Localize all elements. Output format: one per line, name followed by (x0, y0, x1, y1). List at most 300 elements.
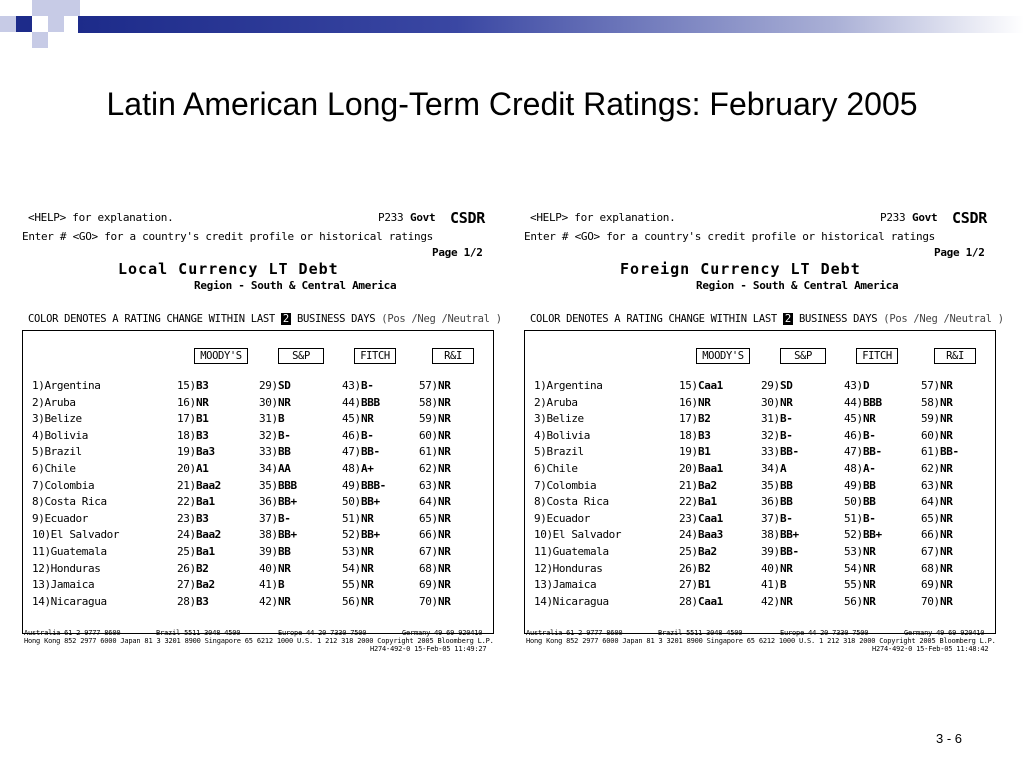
ri-rating: NR (438, 462, 451, 475)
ri-rating: NR (438, 561, 451, 575)
fitch-rating: A- (863, 462, 876, 475)
moodys-index: 15) (679, 379, 698, 392)
sp-index: 40) (761, 561, 780, 575)
footer-europe: Europe 44 20 7330 7500 (780, 629, 869, 637)
moodys-index: 23) (177, 511, 196, 525)
country-label: 3)Belize (534, 412, 584, 426)
help-text: <HELP> for explanation. (28, 211, 174, 224)
sp-rating: B- (780, 412, 793, 426)
moodys-index: 17) (177, 412, 196, 426)
ri-index: 70) (419, 594, 438, 608)
moodys-rating: NR (196, 395, 209, 409)
ri-header: R&I (934, 348, 976, 364)
page-code: P233 (378, 211, 404, 224)
moodys-header: MOODY'S (696, 348, 750, 364)
moodys-index: 16) (177, 395, 196, 409)
ri-rating: NR (940, 462, 953, 475)
moodys-index: 16) (679, 395, 698, 409)
fitch-index: 56) (342, 594, 361, 608)
ri-index: 67) (419, 545, 438, 558)
color-note-days: 2 (784, 313, 791, 325)
fitch-rating: BB (863, 478, 876, 492)
country-label: 14)Nicaragua (534, 594, 609, 608)
sp-rating: NR (780, 594, 793, 608)
ri-rating: NR (940, 511, 953, 525)
ri-index: 66) (921, 528, 940, 542)
moodys-index: 22) (177, 495, 196, 509)
country-label: 14)Nicaragua (32, 594, 107, 608)
moodys-rating: Ba3 (196, 445, 215, 459)
ri-rating: NR (940, 594, 953, 608)
moodys-rating: B3 (196, 594, 209, 608)
moodys-rating: Ba1 (698, 495, 717, 509)
fitch-rating: B- (361, 379, 374, 392)
fitch-index: 48) (844, 462, 863, 475)
fitch-index: 56) (844, 594, 863, 608)
fitch-rating: NR (863, 561, 876, 575)
footer-brazil: Brazil 5511 3048 4500 (156, 629, 241, 637)
sp-index: 37) (761, 511, 780, 525)
ri-rating: NR (940, 495, 953, 509)
sp-index: 31) (761, 412, 780, 426)
fitch-index: 47) (844, 445, 863, 459)
country-label: 5)Brazil (534, 445, 584, 459)
ri-rating: NR (438, 445, 451, 459)
fitch-index: 48) (342, 462, 361, 475)
sp-index: 30) (259, 395, 278, 409)
moodys-rating: B2 (698, 561, 711, 575)
fitch-index: 49) (844, 478, 863, 492)
country-label: 7)Colombia (534, 478, 597, 492)
fitch-index: 53) (844, 545, 863, 558)
header-square-1 (0, 0, 16, 16)
fitch-index: 43) (844, 379, 863, 392)
ri-index: 67) (921, 545, 940, 558)
fitch-index: 51) (342, 511, 361, 525)
color-note-text: COLOR DENOTES A RATING CHANGE WITHIN LAST (530, 313, 777, 325)
ri-index: 69) (419, 578, 438, 592)
moodys-index: 17) (679, 412, 698, 426)
fitch-rating: BBB (361, 395, 380, 409)
ri-rating: BB- (940, 445, 959, 459)
header-square-3 (32, 0, 48, 16)
fitch-rating: D (863, 379, 870, 392)
sp-index: 36) (761, 495, 780, 509)
header-square-5 (32, 32, 48, 48)
ri-rating: NR (940, 428, 953, 442)
moodys-rating: Baa2 (196, 478, 221, 492)
fitch-index: 51) (844, 511, 863, 525)
sp-rating: A (780, 462, 787, 475)
country-label: 3)Belize (32, 412, 82, 426)
fitch-rating: B- (863, 428, 876, 442)
header-square-2 (16, 16, 32, 32)
moodys-index: 24) (177, 528, 196, 542)
moodys-rating: A1 (196, 462, 209, 475)
sp-rating: B- (278, 428, 291, 442)
color-note (530, 313, 1004, 325)
ri-index: 61) (419, 445, 438, 459)
fitch-rating: BB+ (361, 495, 380, 509)
color-note-days: 2 (282, 313, 289, 325)
fitch-index: 50) (342, 495, 361, 509)
country-label: 12)Honduras (32, 561, 101, 575)
help-text: <HELP> for explanation. (530, 211, 676, 224)
sp-rating: BB (278, 545, 291, 558)
fitch-rating: B- (361, 428, 374, 442)
sp-index: 38) (761, 528, 780, 542)
color-note (28, 313, 502, 325)
ri-rating: NR (438, 545, 451, 558)
moodys-index: 24) (679, 528, 698, 542)
fitch-rating: B- (863, 511, 876, 525)
color-note-business-days: BUSINESS DAYS (798, 313, 878, 325)
country-label: 13)Jamaica (534, 578, 597, 592)
fitch-index: 49) (342, 478, 361, 492)
fitch-rating: BB+ (361, 528, 380, 542)
country-label: 12)Honduras (534, 561, 603, 575)
ri-rating: NR (940, 578, 953, 592)
sp-rating: NR (278, 594, 291, 608)
footer-contacts: Hong Kong 852 2977 6000 Japan 81 3 3201 8900 Singapore 65 6212 1000 U.S. 1 212 318 2000 Copyright 2005 Bloomberg L.P. (24, 637, 494, 645)
country-label: 7)Colombia (32, 478, 95, 492)
fitch-rating: BB- (863, 445, 882, 459)
fitch-index: 53) (342, 545, 361, 558)
sp-index: 39) (761, 545, 780, 558)
color-note-text: COLOR DENOTES A RATING CHANGE WITHIN LAST (28, 313, 275, 325)
moodys-rating: Ba1 (196, 495, 215, 509)
govt-label: Govt (410, 211, 436, 224)
moodys-index: 20) (679, 462, 698, 475)
color-note-legend: (Pos /Neg /Neutral ) (381, 313, 502, 325)
moodys-index: 21) (177, 478, 196, 492)
country-label: 10)El Salvador (32, 528, 120, 542)
country-label: 8)Costa Rica (32, 495, 107, 509)
color-note-business-days: BUSINESS DAYS (296, 313, 376, 325)
moodys-rating: B1 (196, 412, 209, 426)
slide-title: Latin American Long-Term Credit Ratings: February 2005 (106, 86, 918, 122)
ri-index: 59) (419, 412, 438, 426)
footer-europe: Europe 44 20 7330 7500 (278, 629, 367, 637)
sp-index: 30) (761, 395, 780, 409)
fitch-rating: NR (361, 594, 374, 608)
enter-instruction: Enter # <GO> for a country's credit profile or historical ratings (524, 230, 935, 243)
sp-rating: B- (780, 511, 793, 525)
moodys-index: 19) (177, 445, 196, 459)
country-label: 13)Jamaica (32, 578, 95, 592)
fitch-rating: NR (863, 545, 876, 558)
fitch-index: 52) (844, 528, 863, 542)
sp-index: 33) (761, 445, 780, 459)
panel-title: Foreign Currency LT Debt (620, 260, 861, 278)
footer-germany: Germany 49 69 920410 (904, 629, 985, 637)
ri-rating: NR (940, 561, 953, 575)
sp-index: 31) (259, 412, 278, 426)
sp-index: 40) (259, 561, 278, 575)
sp-rating: NR (278, 395, 291, 409)
fitch-rating: NR (361, 578, 374, 592)
country-label: 5)Brazil (32, 445, 82, 459)
sp-rating: BB (780, 495, 793, 509)
country-label: 6)Chile (534, 462, 578, 475)
enter-instruction: Enter # <GO> for a country's credit profile or historical ratings (22, 230, 433, 243)
sp-rating: NR (780, 561, 793, 575)
sp-rating: B (278, 412, 285, 426)
fitch-rating: BBB (863, 395, 882, 409)
fitch-index: 45) (342, 412, 361, 426)
sp-index: 35) (259, 478, 278, 492)
sp-index: 32) (259, 428, 278, 442)
fitch-header: FITCH (856, 348, 898, 364)
sp-rating: SD (780, 379, 793, 392)
csdr-label: CSDR (952, 209, 987, 227)
ri-rating: NR (438, 395, 451, 409)
fitch-index: 44) (844, 395, 863, 409)
sp-rating: BB- (780, 445, 799, 459)
ri-index: 62) (921, 462, 940, 475)
sp-index: 34) (761, 462, 780, 475)
moodys-index: 21) (679, 478, 698, 492)
ri-index: 57) (419, 379, 438, 392)
ri-rating: NR (940, 379, 953, 392)
sp-index: 32) (761, 428, 780, 442)
sp-rating: B- (278, 511, 291, 525)
sp-header: S&P (780, 348, 826, 364)
country-label: 4)Bolivia (32, 428, 89, 442)
sp-rating: BB+ (278, 528, 297, 542)
moodys-index: 26) (679, 561, 698, 575)
ri-index: 70) (921, 594, 940, 608)
sp-header: S&P (278, 348, 324, 364)
header-gradient-bar (78, 16, 1024, 33)
moodys-index: 22) (679, 495, 698, 509)
footer-brazil: Brazil 5511 3048 4500 (658, 629, 743, 637)
moodys-rating: Ba2 (698, 545, 717, 558)
header-square-6 (48, 16, 64, 32)
country-label: 6)Chile (32, 462, 76, 475)
ri-rating: NR (940, 528, 953, 542)
sp-rating: BB (278, 445, 291, 459)
country-label: 11)Guatemala (534, 545, 609, 558)
fitch-index: 45) (844, 412, 863, 426)
moodys-rating: Baa2 (196, 528, 221, 542)
moodys-rating: B2 (698, 412, 711, 426)
fitch-rating: NR (863, 412, 876, 426)
ri-rating: NR (438, 412, 451, 426)
footer-timestamp: H274-492-0 15-Feb-05 11:49:27 (370, 645, 487, 653)
sp-rating: B (780, 578, 787, 592)
moodys-rating: Caa1 (698, 511, 723, 525)
sp-rating: BB+ (278, 495, 297, 509)
ri-index: 58) (419, 395, 438, 409)
fitch-rating: BB- (361, 445, 380, 459)
fitch-rating: BB (863, 495, 876, 509)
fitch-rating: BBB- (361, 478, 386, 492)
sp-rating: NR (780, 395, 793, 409)
footer-germany: Germany 49 69 920410 (402, 629, 483, 637)
ri-index: 61) (921, 445, 940, 459)
country-label: 1)Argentina (534, 379, 603, 392)
moodys-rating: Ba2 (196, 578, 215, 592)
fitch-rating: NR (863, 578, 876, 592)
moodys-rating: B3 (698, 428, 711, 442)
country-label: 2)Aruba (32, 395, 76, 409)
sp-index: 36) (259, 495, 278, 509)
ri-rating: NR (438, 495, 451, 509)
page-code: P233 (880, 211, 906, 224)
moodys-rating: B3 (196, 428, 209, 442)
country-label: 1)Argentina (32, 379, 101, 392)
panel-title: Local Currency LT Debt (118, 260, 339, 278)
foreign-currency-panel (524, 205, 1002, 657)
ri-index: 66) (419, 528, 438, 542)
ri-rating: NR (438, 379, 451, 392)
country-label: 4)Bolivia (534, 428, 591, 442)
footer-timestamp: H274-492-0 15-Feb-05 11:48:42 (872, 645, 989, 653)
header-square-4 (48, 0, 64, 16)
ri-index: 60) (419, 428, 438, 442)
fitch-index: 46) (844, 428, 863, 442)
moodys-header: MOODY'S (194, 348, 248, 364)
fitch-index: 55) (844, 578, 863, 592)
sp-index: 29) (259, 379, 278, 392)
country-label: 8)Costa Rica (534, 495, 609, 509)
fitch-index: 47) (342, 445, 361, 459)
moodys-rating: B3 (196, 511, 209, 525)
ri-index: 62) (419, 462, 438, 475)
moodys-rating: B1 (698, 578, 711, 592)
country-label: 9)Ecuador (534, 511, 591, 525)
fitch-index: 44) (342, 395, 361, 409)
region-label: Region - South & Central America (194, 279, 397, 292)
moodys-index: 18) (679, 428, 698, 442)
moodys-rating: B3 (196, 379, 209, 392)
moodys-rating: Ba1 (196, 545, 215, 558)
sp-index: 42) (259, 594, 278, 608)
region-label: Region - South & Central America (696, 279, 899, 292)
sp-index: 33) (259, 445, 278, 459)
moodys-rating: Caa1 (698, 594, 723, 608)
moodys-index: 15) (177, 379, 196, 392)
ri-index: 64) (921, 495, 940, 509)
moodys-index: 27) (679, 578, 698, 592)
fitch-rating: NR (361, 561, 374, 575)
ri-index: 60) (921, 428, 940, 442)
moodys-index: 20) (177, 462, 196, 475)
ri-rating: NR (438, 511, 451, 525)
fitch-rating: NR (361, 545, 374, 558)
sp-rating: BB (780, 478, 793, 492)
sp-index: 38) (259, 528, 278, 542)
ri-index: 65) (921, 511, 940, 525)
ri-rating: NR (940, 395, 953, 409)
ri-index: 59) (921, 412, 940, 426)
sp-rating: BB+ (780, 528, 799, 542)
page-indicator: Page 1/2 (432, 246, 483, 259)
sp-index: 41) (259, 578, 278, 592)
moodys-index: 28) (177, 594, 196, 608)
ri-index: 68) (921, 561, 940, 575)
fitch-index: 50) (844, 495, 863, 509)
moodys-index: 26) (177, 561, 196, 575)
fitch-index: 54) (844, 561, 863, 575)
moodys-index: 28) (679, 594, 698, 608)
moodys-rating: Ba2 (698, 478, 717, 492)
ri-index: 63) (921, 478, 940, 492)
sp-index: 29) (761, 379, 780, 392)
footer-australia: Australia 61 2 9777 8600 (24, 629, 121, 637)
sp-index: 39) (259, 545, 278, 558)
local-currency-panel (22, 205, 500, 657)
sp-index: 37) (259, 511, 278, 525)
moodys-index: 25) (177, 545, 196, 558)
ri-rating: NR (438, 528, 451, 542)
fitch-rating: NR (361, 511, 374, 525)
header-square-8 (0, 16, 16, 32)
csdr-label: CSDR (450, 209, 485, 227)
fitch-index: 55) (342, 578, 361, 592)
moodys-rating: Baa1 (698, 462, 723, 475)
moodys-rating: B1 (698, 445, 711, 459)
moodys-rating: NR (698, 395, 711, 409)
fitch-index: 46) (342, 428, 361, 442)
country-label: 11)Guatemala (32, 545, 107, 558)
moodys-index: 27) (177, 578, 196, 592)
moodys-index: 23) (679, 511, 698, 525)
moodys-index: 18) (177, 428, 196, 442)
fitch-rating: A+ (361, 462, 374, 475)
fitch-index: 54) (342, 561, 361, 575)
sp-rating: SD (278, 379, 291, 392)
moodys-rating: Caa1 (698, 379, 723, 392)
country-label: 2)Aruba (534, 395, 578, 409)
ri-index: 64) (419, 495, 438, 509)
ri-header: R&I (432, 348, 474, 364)
color-note-legend: (Pos /Neg /Neutral ) (883, 313, 1004, 325)
sp-rating: BBB (278, 478, 297, 492)
moodys-rating: B2 (196, 561, 209, 575)
page-number: 3 - 6 (935, 731, 962, 746)
sp-rating: B (278, 578, 285, 592)
moodys-rating: Baa3 (698, 528, 723, 542)
footer-australia: Australia 61 2 9777 8600 (526, 629, 623, 637)
fitch-header: FITCH (354, 348, 396, 364)
sp-rating: AA (278, 462, 291, 475)
ri-index: 68) (419, 561, 438, 575)
ri-index: 69) (921, 578, 940, 592)
fitch-index: 43) (342, 379, 361, 392)
fitch-rating: NR (361, 412, 374, 426)
sp-rating: B- (780, 428, 793, 442)
ri-index: 58) (921, 395, 940, 409)
sp-index: 41) (761, 578, 780, 592)
ri-rating: NR (940, 478, 953, 492)
ri-index: 57) (921, 379, 940, 392)
ri-index: 63) (419, 478, 438, 492)
ri-rating: NR (438, 578, 451, 592)
moodys-index: 25) (679, 545, 698, 558)
sp-index: 34) (259, 462, 278, 475)
govt-label: Govt (912, 211, 938, 224)
ri-rating: NR (940, 412, 953, 426)
sp-rating: NR (278, 561, 291, 575)
ri-index: 65) (419, 511, 438, 525)
fitch-index: 52) (342, 528, 361, 542)
country-label: 9)Ecuador (32, 511, 89, 525)
country-label: 10)El Salvador (534, 528, 622, 542)
footer-contacts: Hong Kong 852 2977 6000 Japan 81 3 3201 8900 Singapore 65 6212 1000 U.S. 1 212 318 2000 Copyright 2005 Bloomberg L.P. (526, 637, 996, 645)
moodys-index: 19) (679, 445, 698, 459)
